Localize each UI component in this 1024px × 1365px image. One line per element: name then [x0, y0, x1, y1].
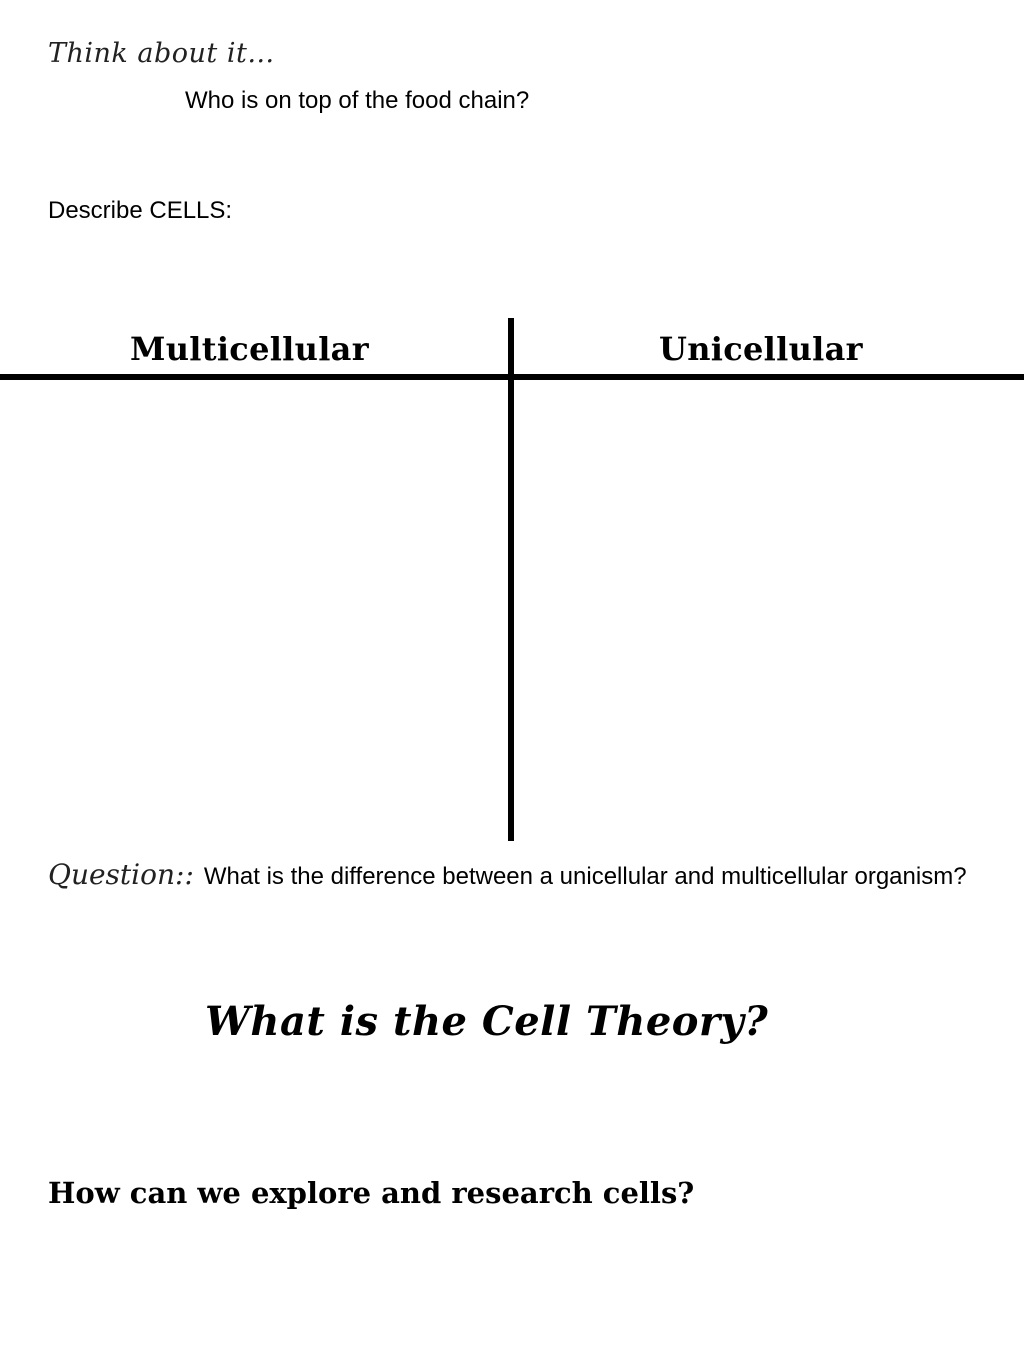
cell-theory-heading: What is the Cell Theory?	[205, 998, 769, 1045]
question-block	[48, 856, 988, 896]
t-chart-vertical-rule	[508, 318, 514, 841]
food-chain-prompt: Who is on top of the food chain?	[185, 87, 530, 114]
question-label: Question::	[48, 858, 194, 891]
question-text: What is the difference between a unicellular and multicellular organism?	[203, 863, 967, 890]
explore-research-heading: How can we explore and research cells?	[48, 1176, 695, 1210]
think-about-it-label: Think about it…	[48, 38, 275, 69]
column-header-multicellular: Multicellular	[130, 330, 369, 368]
describe-cells-label: Describe CELLS:	[48, 197, 233, 224]
column-header-unicellular: Unicellular	[659, 330, 863, 368]
